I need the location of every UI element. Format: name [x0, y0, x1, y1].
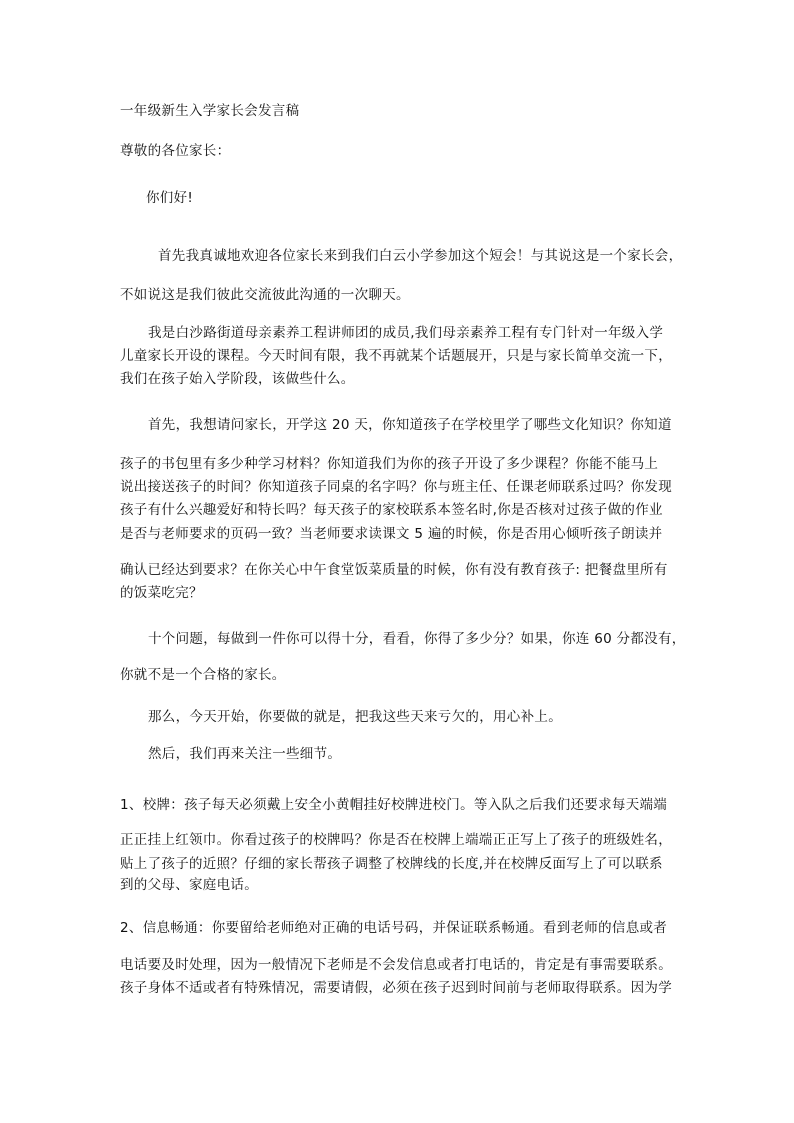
paragraph-line: 确认已经达到要求？在你关心中午食堂饭菜质量的时候，你有没有教育孩子: 把餐盘里所有: [120, 562, 668, 578]
salutation: 你们好!: [146, 190, 194, 206]
paragraph-line: 正正挂上红领巾。你看过孩子的校牌吗？你是否在校牌上端端正正写上了孩子的班级姓名，: [120, 832, 672, 848]
paragraph-line: 孩子的书包里有多少种学习材料？你知道我们为你的孩子开设了多少课程？你能不能马上: [120, 456, 659, 472]
paragraph-line: 孩子身体不适或者有特殊情况，需要请假，必须在孩子迟到时间前与老师取得联系。因为学: [120, 980, 672, 996]
paragraph-line: 2、信息畅通：你要留给老师绝对正确的电话号码，并保证联系畅通。看到老师的信息或者: [120, 920, 668, 936]
paragraph-line: 那么，今天开始，你要做的就是，把我这些天来亏欠的，用心补上。: [148, 709, 562, 725]
paragraph-line: 是否与老师要求的页码一致？当老师要求读课文 5 遍的时候，你是否用心倾听孩子朗读并: [120, 526, 663, 542]
paragraph-line: 贴上了孩子的近照？仔细的家长帮孩子调整了校牌线的长度,并在校牌反面写上了可以联系: [120, 856, 663, 872]
paragraph-line: 我是白沙路街道母亲素养工程讲师团的成员,我们母亲素养工程有专门针对一年级入学: [148, 325, 664, 341]
paragraph-line: 儿童家长开设的课程。今天时间有限，我不再就某个话题展开，只是与家长简单交流一下，: [120, 348, 672, 364]
paragraph-line: 首先我真诚地欢迎各位家长来到我们白云小学参加这个短会！与其说这是一个家长会，: [158, 248, 683, 264]
paragraph-line: 你就不是一个合格的家长。: [120, 667, 286, 683]
document-title: 一年级新生入学家长会发言稿: [120, 103, 300, 119]
paragraph-line: 不如说这是我们彼此交流彼此沟通的一次聊天。: [120, 287, 410, 303]
paragraph-line: 的饭菜吃完？: [120, 585, 203, 601]
greeting: 尊敬的各位家长：: [120, 143, 231, 159]
paragraph-line: 1、校牌：孩子每天必须戴上安全小黄帽挂好校牌进校门。等入队之后我们还要求每天端端: [120, 797, 668, 813]
paragraph-line: 然后，我们再来关注一些细节。: [148, 746, 342, 762]
paragraph-line: 说出接送孩子的时间？你知道孩子同桌的名字吗？你与班主任、任课老师联系过吗？你发现: [120, 479, 672, 495]
paragraph-line: 我们在孩子始入学阶段，该做些什么。: [120, 371, 355, 387]
paragraph-line: 十个问题，每做到一件你可以得十分，看看，你得了多少分？如果，你连 60 分都没有，: [148, 631, 686, 647]
paragraph-line: 到的父母、家庭电话。: [120, 877, 258, 893]
paragraph-line: 电话要及时处理，因为一般情况下老师是不会发信息或者打电话的，肯定是有事需要联系。: [120, 957, 672, 973]
paragraph-line: 首先，我想请问家长，开学这 20 天，你知道孩子在学校里学了哪些文化知识？你知道: [148, 417, 672, 433]
paragraph-line: 孩子有什么兴趣爱好和特长吗？每天孩子的家校联系本签名时,你是否核对过孩子做的作业: [120, 502, 663, 518]
